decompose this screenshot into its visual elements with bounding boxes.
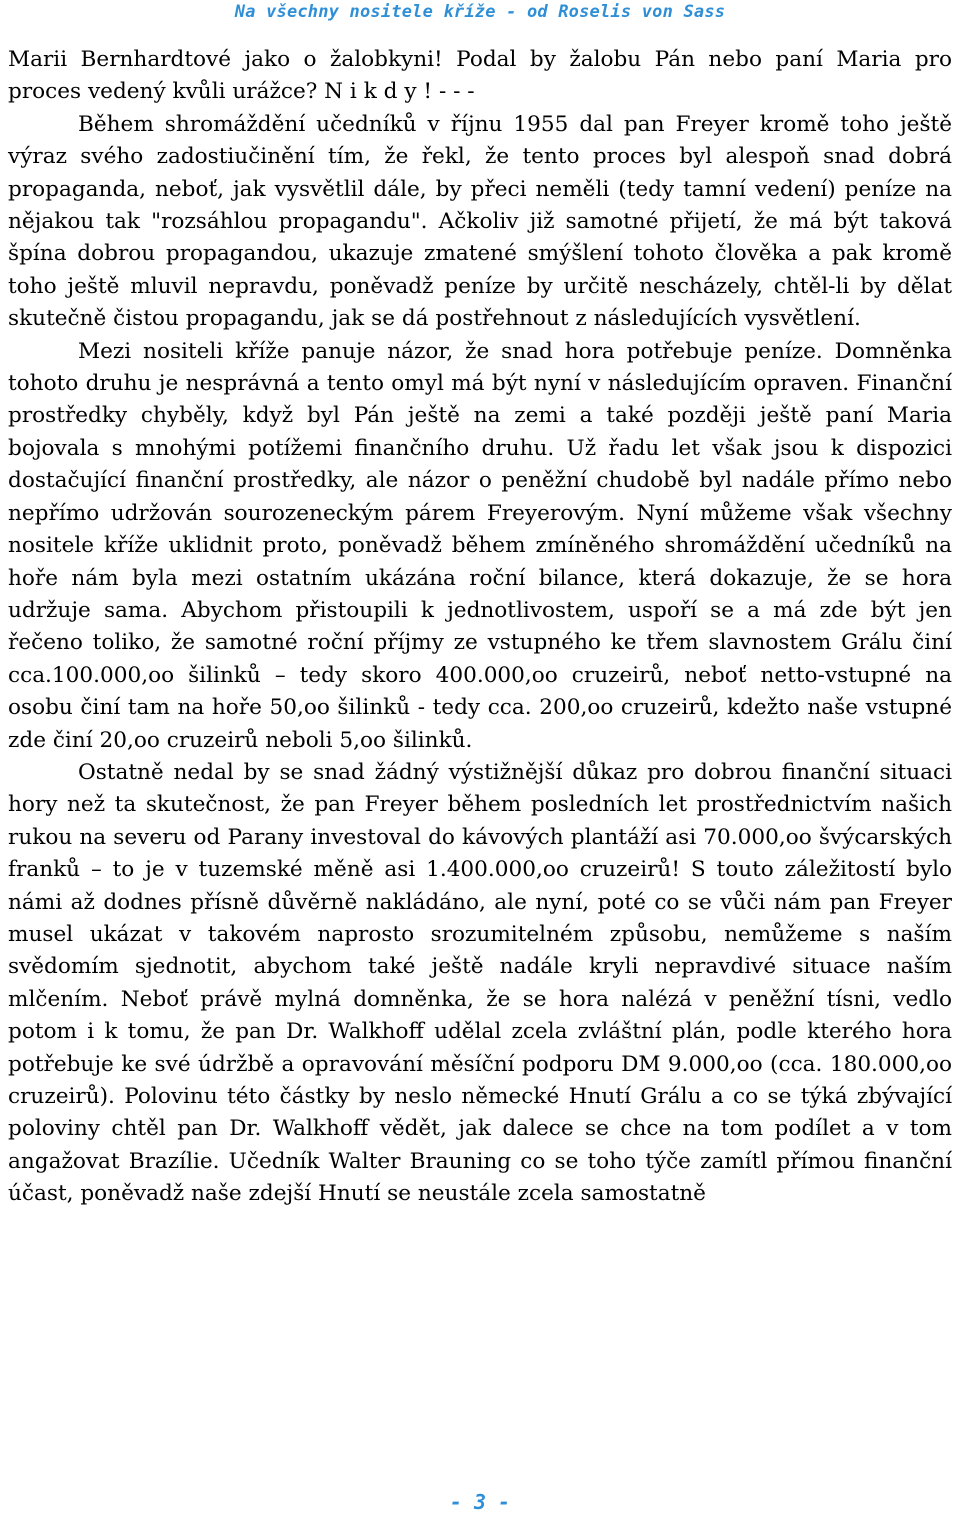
running-header: Na všechny nositele kříže - od Roselis von Sass <box>234 2 726 22</box>
paragraph-continuation: Marii Bernhardtové jako o žalobkyni! Podal by žalobu Pán nebo paní Maria pro proces vedený kvůli urážce? N i k d y ! - - - <box>8 47 952 105</box>
paragraph-finances: Mezi nositeli kříže panuje názor, že snad hora potřebuje peníze. Domněnka tohoto druhu je nesprávná a tento omyl má být nyní v následujícím opraven. Finanční prostředky chyběly, když byl Pán ještě na zemi a také později ještě paní Maria bojovala s mnohými potížemi finančního druhu. Už řadu let však jsou k dispozici dostačující finanční prostředky, ale názor o peněžní chudobě byl nadále přímo nebo nepřímo udržován sourozeneckým párem Freyerovým. Nyní můžeme však všechny nositele kříže uklidnit proto, poněvadž během zmíněného shromáždění učedníků na hoře nám byla mezi ostatním ukázána roční bilance, která dokazuje, že se hora udržuje sama. Abychom přistoupili k jednotlivostem, uspoří se a má zde být jen řečeno toliko, že samotné roční příjmy ze vstupného ke třem slavnostem Grálu činí cca.100.000,oo šilinků – tedy skoro 400.000,oo cruzeirů, neboť netto-vstupné na osobu činí tam na hoře 50,oo šilinků - tedy cca. 200,oo cruzeirů, kdežto naše vstupné zde činí 20,oo cruzeirů neboli 5,oo šilinků. <box>8 338 952 753</box>
paragraph-investment: Ostatně nedal by se snad žádný výstižnější důkaz pro dobrou finanční situaci hory než ta skutečnost, že pan Freyer během posledních let prostřednictvím našich rukou na severu od Parany investoval do kávových plantáží asi 70.000,oo švýcarských franků – to je v tuzemské měně asi 1.400.000,oo cruzeirů! S touto záležitostí bylo námi až dodnes přísně důvěrně nakládáno, ale nyní, poté co se vůči nám pan Freyer musel ukázat v takovém naprosto srozumitelném způsobu, nemůžeme s naším svědomím sjednotit, abychom také ještě nadále kryli nepravdivé situace naším mlčením. Neboť právě mylná domněnka, že se hora nalézá v peněžní tísni, vedlo potom i k tomu, že pan Dr. Walkhoff udělal zcela zvláštní plán, podle kterého hora potřebuje ke své údržbě a opravování měsíční podporu DM 9.000,oo (cca. 180.000,oo cruzeirů). Polovinu této částky by neslo německé Hnutí Grálu a co se týká zbývající poloviny chtěl pan Dr. Walkhoff vědět, jak dalece se chce na tom podílet a v tom angažovat Brazílie. Učedník Walter Brauning co se toho týče zamítl přímou finanční účast, poněvadž naše zdejší Hnutí se neustále zcela samostatně <box>8 759 952 1207</box>
paragraph-freyer-propaganda: Během shromáždění učedníků v říjnu 1955 dal pan Freyer kromě toho ještě výraz svého zadostiučinění tím, že řekl, že tento proces byl alespoň snad dobrá propaganda, neboť, jak vysvětlil dále, by přeci neměli (tedy tamní vedení) peníze na nějakou tak "rozsáhlou propagandu". Ačkoliv již samotné přijetí, že má být taková špína dobrou propagandou, ukazuje zmatené smýšlení tohoto člověka a pak kromě toho ještě mluvil nepravdu, poněvadž peníze by určitě nescházely, chtěl-li by dělat skutečně čistou propagandu, jak se dá postřehnout z následujících vysvětlení. <box>8 111 952 332</box>
body-text <box>8 44 952 1211</box>
page-number: - 3 - <box>449 1490 511 1514</box>
